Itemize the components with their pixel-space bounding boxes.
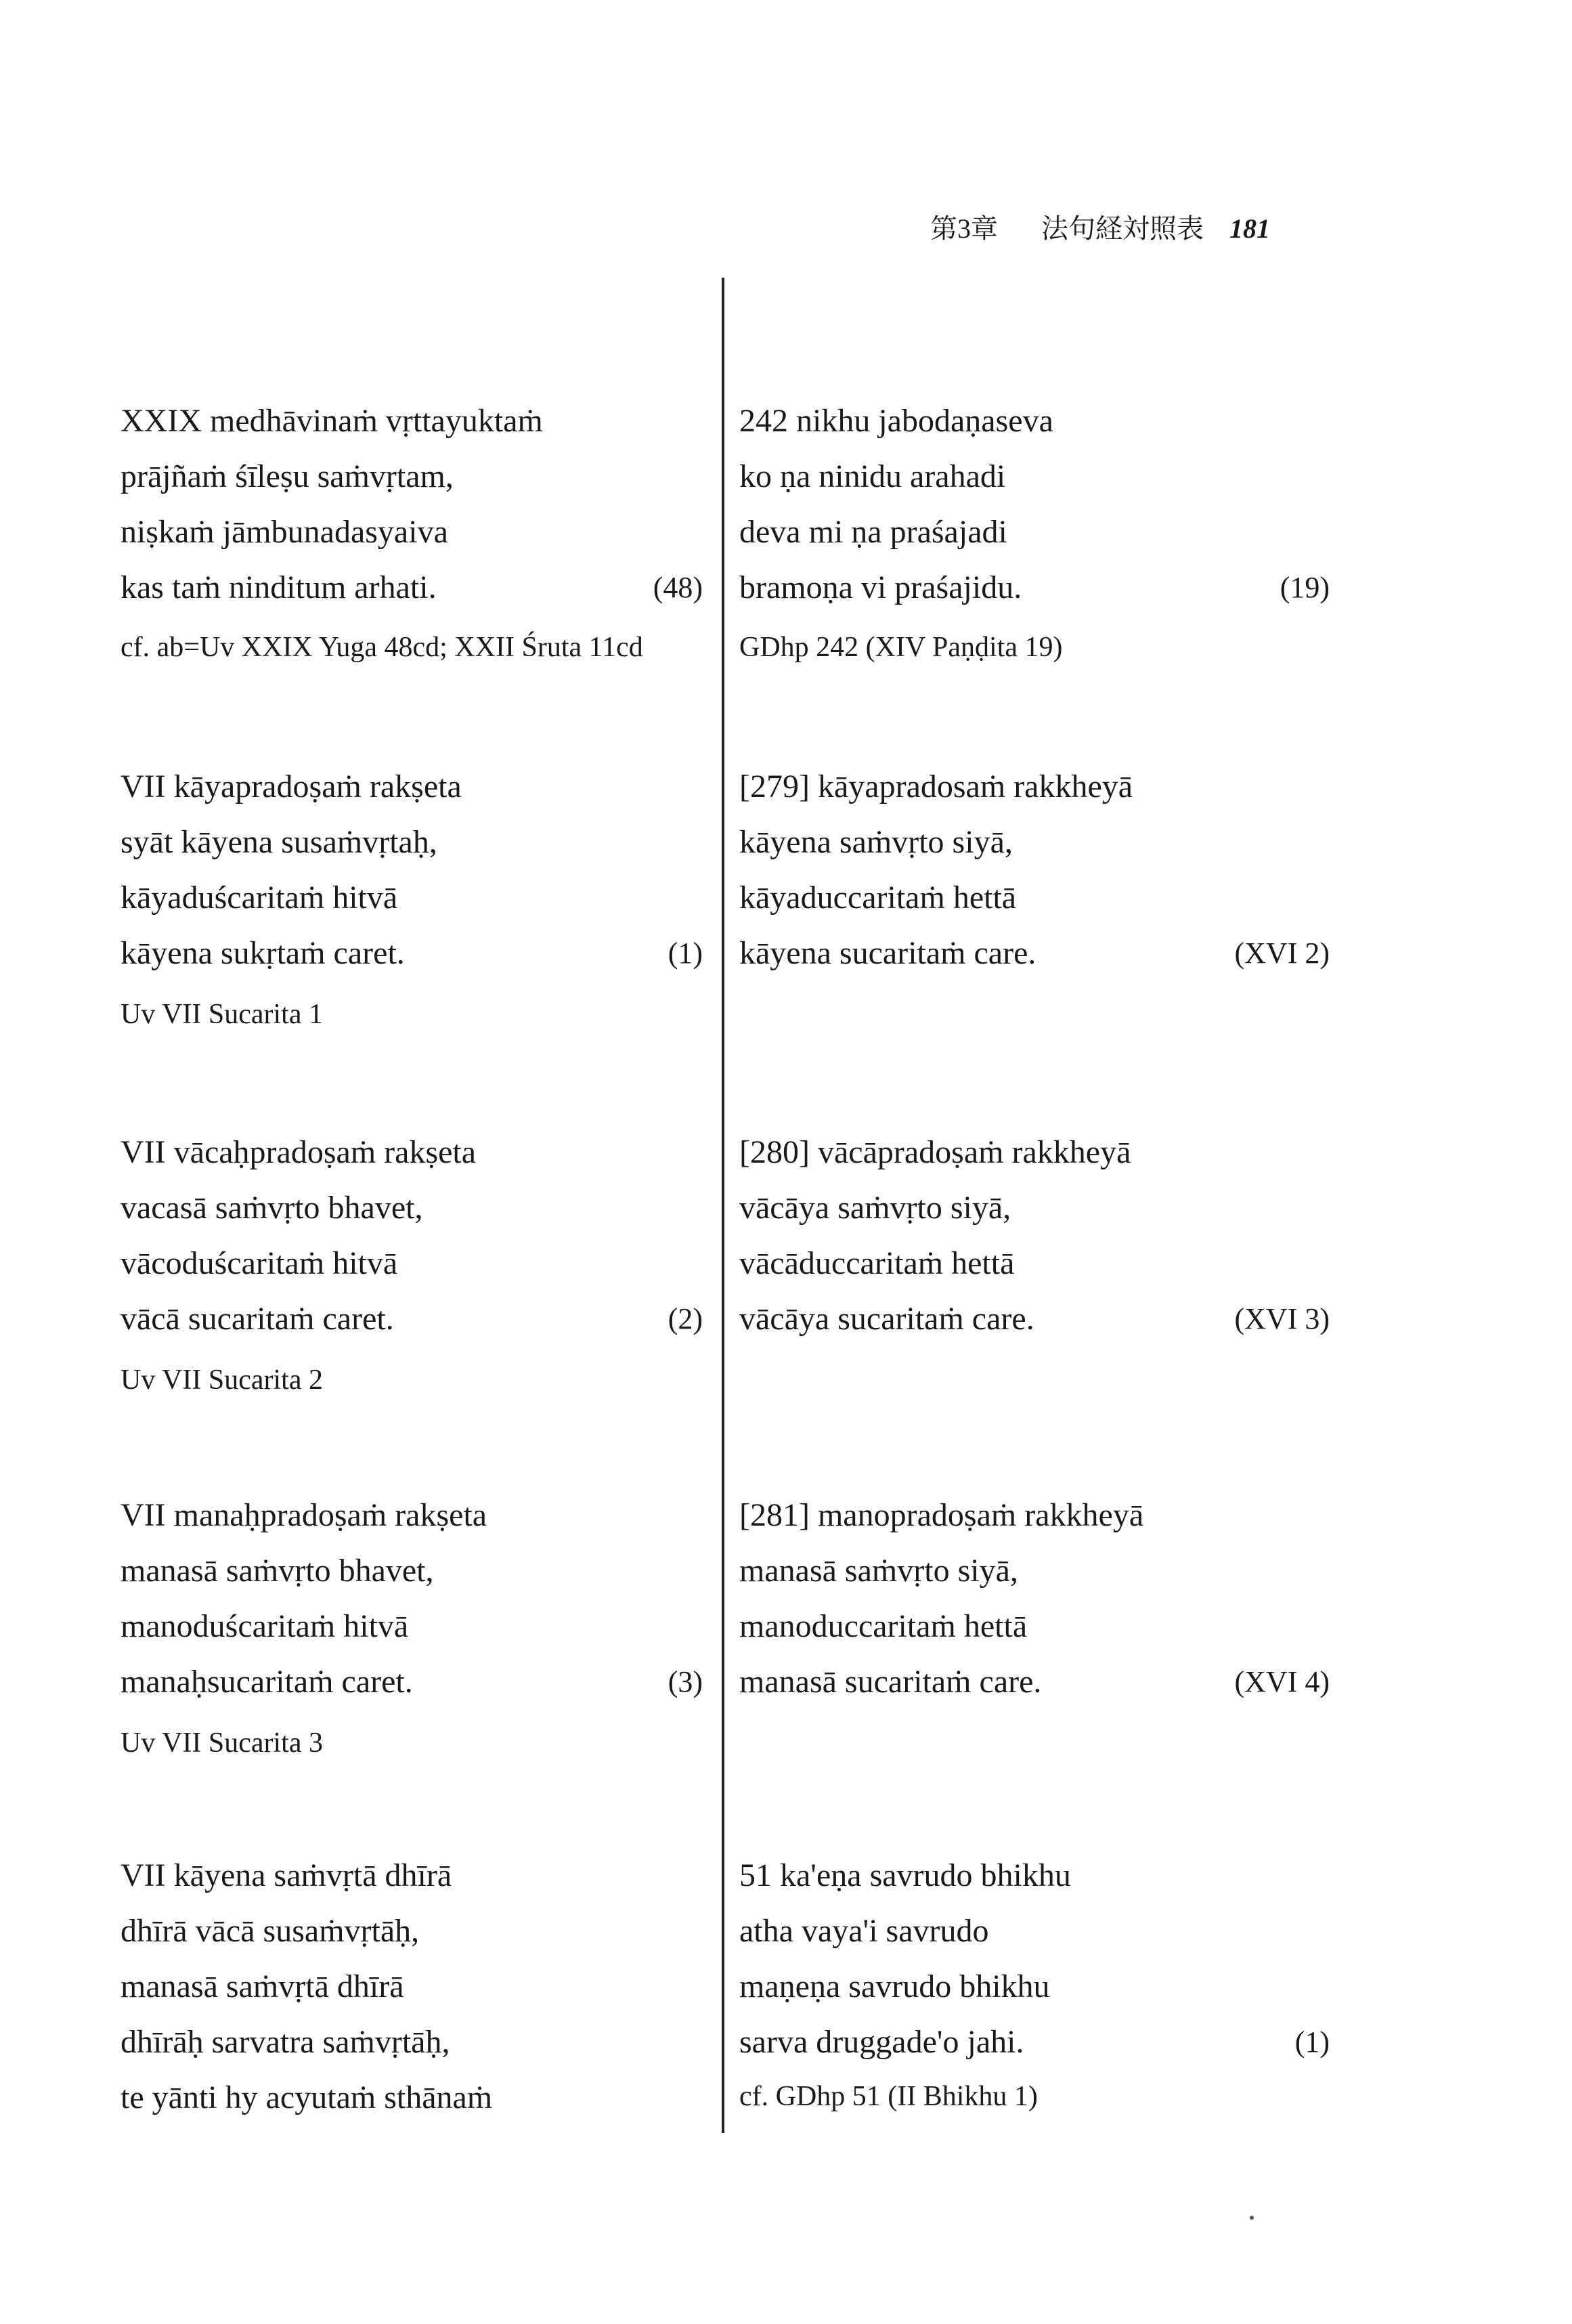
right-entry-3 <box>739 1124 1330 1354</box>
left-entry-4 <box>121 1487 703 1785</box>
verse-line: [280] vācāpradoṣaṁ rakkheyā <box>739 1134 1131 1170</box>
verse-line: kāyena sukṛtaṁ caret. <box>121 935 405 971</box>
verse-line: VII manaḥpradoṣaṁ rakṣeta <box>121 1497 487 1533</box>
verse-line: VII vācaḥpradoṣaṁ rakṣeta <box>121 1134 477 1170</box>
verse-line: kāyaduccaritaṁ hettā <box>739 880 1017 916</box>
verse-line: sarva druggade'o jahi. <box>739 2024 1024 2060</box>
verse-number: (48) <box>653 571 703 604</box>
verse-line: prājñaṁ śīleṣu saṁvṛtam, <box>121 458 454 494</box>
verse-line: 51 ka'eṇa savrudo bhikhu <box>739 1857 1071 1893</box>
verse-line: kāyena sucaritaṁ care. <box>739 935 1036 971</box>
reference-note: Uv VII Sucarita 2 <box>121 1364 323 1396</box>
reference-note: cf. GDhp 51 (II Bhikhu 1) <box>739 2081 1038 2112</box>
right-entry-5 <box>739 1847 1330 2145</box>
verse-line: manasā saṁvṛto bhavet, <box>121 1553 434 1589</box>
verse-line: manaḥsucaritaṁ caret. <box>121 1664 413 1700</box>
reference-note: GDhp 242 (XIV Paṇḍita 19) <box>739 632 1063 663</box>
verse-line: dhīrāḥ sarvatra saṁvṛtāḥ, <box>121 2024 450 2060</box>
verse-number: (XVI 2) <box>1234 937 1330 970</box>
verse-line: niṣkaṁ jāmbunadasyaiva <box>121 514 448 550</box>
reference-note: Uv VII Sucarita 3 <box>121 1727 323 1759</box>
reference-note: Uv VII Sucarita 1 <box>121 999 323 1030</box>
verse-line: manoduccaritaṁ hettā <box>739 1608 1028 1644</box>
verse-line: atha vaya'i savrudo <box>739 1913 989 1949</box>
verse-line: vācā sucaritaṁ caret. <box>121 1301 394 1337</box>
right-entry-1 <box>739 393 1330 691</box>
verse-line: kas taṁ ninditum arhati. <box>121 569 437 605</box>
reference-note: cf. ab=Uv XXIX Yuga 48cd; XXII Śruta 11cd <box>121 632 643 663</box>
verse-line: manasā saṁvṛtā dhīrā <box>121 1968 404 2004</box>
page-title: 法句経対照表 <box>1041 213 1204 244</box>
verse-number: (1) <box>1294 2025 1330 2059</box>
verse-line: VII kāyena saṁvṛtā dhīrā <box>121 1857 452 1893</box>
verse-line: vācāduccaritaṁ hettā <box>739 1245 1015 1281</box>
page-header <box>921 209 1300 249</box>
verse-line: 242 nikhu jabodaṇaseva <box>739 403 1053 439</box>
verse-line: vācāya saṁvṛto siyā, <box>739 1190 1011 1226</box>
verse-line: [279] kāyapradosaṁ rakkheyā <box>739 769 1133 804</box>
column-divider <box>722 278 724 2133</box>
left-entry-5 <box>121 1847 703 2145</box>
verse-line: te yānti hy acyutaṁ sthānaṁ <box>121 2080 493 2115</box>
verse-line: VII kāyapradoṣaṁ rakṣeta <box>121 769 462 804</box>
left-entry-2 <box>121 758 703 1056</box>
verse-line: kāyaduścaritaṁ hitvā <box>121 880 398 916</box>
verse-line: bramoṇa vi praśajidu. <box>739 569 1022 605</box>
verse-line: deva mi ṇa praśajadi <box>739 514 1007 550</box>
page-number: 181 <box>1229 213 1270 244</box>
verse-line: manasā sucaritaṁ care. <box>739 1664 1042 1700</box>
verse-line: maṇeṇa savrudo bhikhu <box>739 1968 1050 2004</box>
verse-line: syāt kāyena susaṁvṛtaḥ, <box>121 824 437 860</box>
verse-line: manoduścaritaṁ hitvā <box>121 1608 409 1644</box>
verse-line: vācoduścaritaṁ hitvā <box>121 1245 398 1281</box>
ink-speck <box>1250 2216 1254 2220</box>
verse-number: (1) <box>668 937 703 970</box>
verse-line: XXIX medhāvinaṁ vṛttayuktaṁ <box>121 403 543 439</box>
verse-number: (2) <box>668 1302 703 1335</box>
verse-number: (XVI 3) <box>1234 1302 1330 1335</box>
verse-line: kāyena saṁvṛto siyā, <box>739 824 1013 860</box>
right-entry-2 <box>739 758 1330 989</box>
verse-line: vacasā saṁvṛto bhavet, <box>121 1190 423 1226</box>
left-entry-1 <box>121 393 703 718</box>
verse-number: (19) <box>1280 571 1330 604</box>
verse-line: ko ṇa ninidu arahadi <box>739 458 1006 494</box>
verse-line: manasā saṁvṛto siyā, <box>739 1553 1018 1589</box>
verse-line: [281] manopradoṣaṁ rakkheyā <box>739 1497 1144 1533</box>
chapter-label: 第3章 <box>930 213 998 244</box>
verse-line: vācāya sucaritaṁ care. <box>739 1301 1034 1337</box>
left-entry-3 <box>121 1124 703 1422</box>
verse-line: dhīrā vācā susaṁvṛtāḥ, <box>121 1913 420 1949</box>
verse-number: (3) <box>668 1665 703 1698</box>
right-entry-4 <box>739 1487 1330 1717</box>
verse-number: (XVI 4) <box>1234 1665 1330 1698</box>
